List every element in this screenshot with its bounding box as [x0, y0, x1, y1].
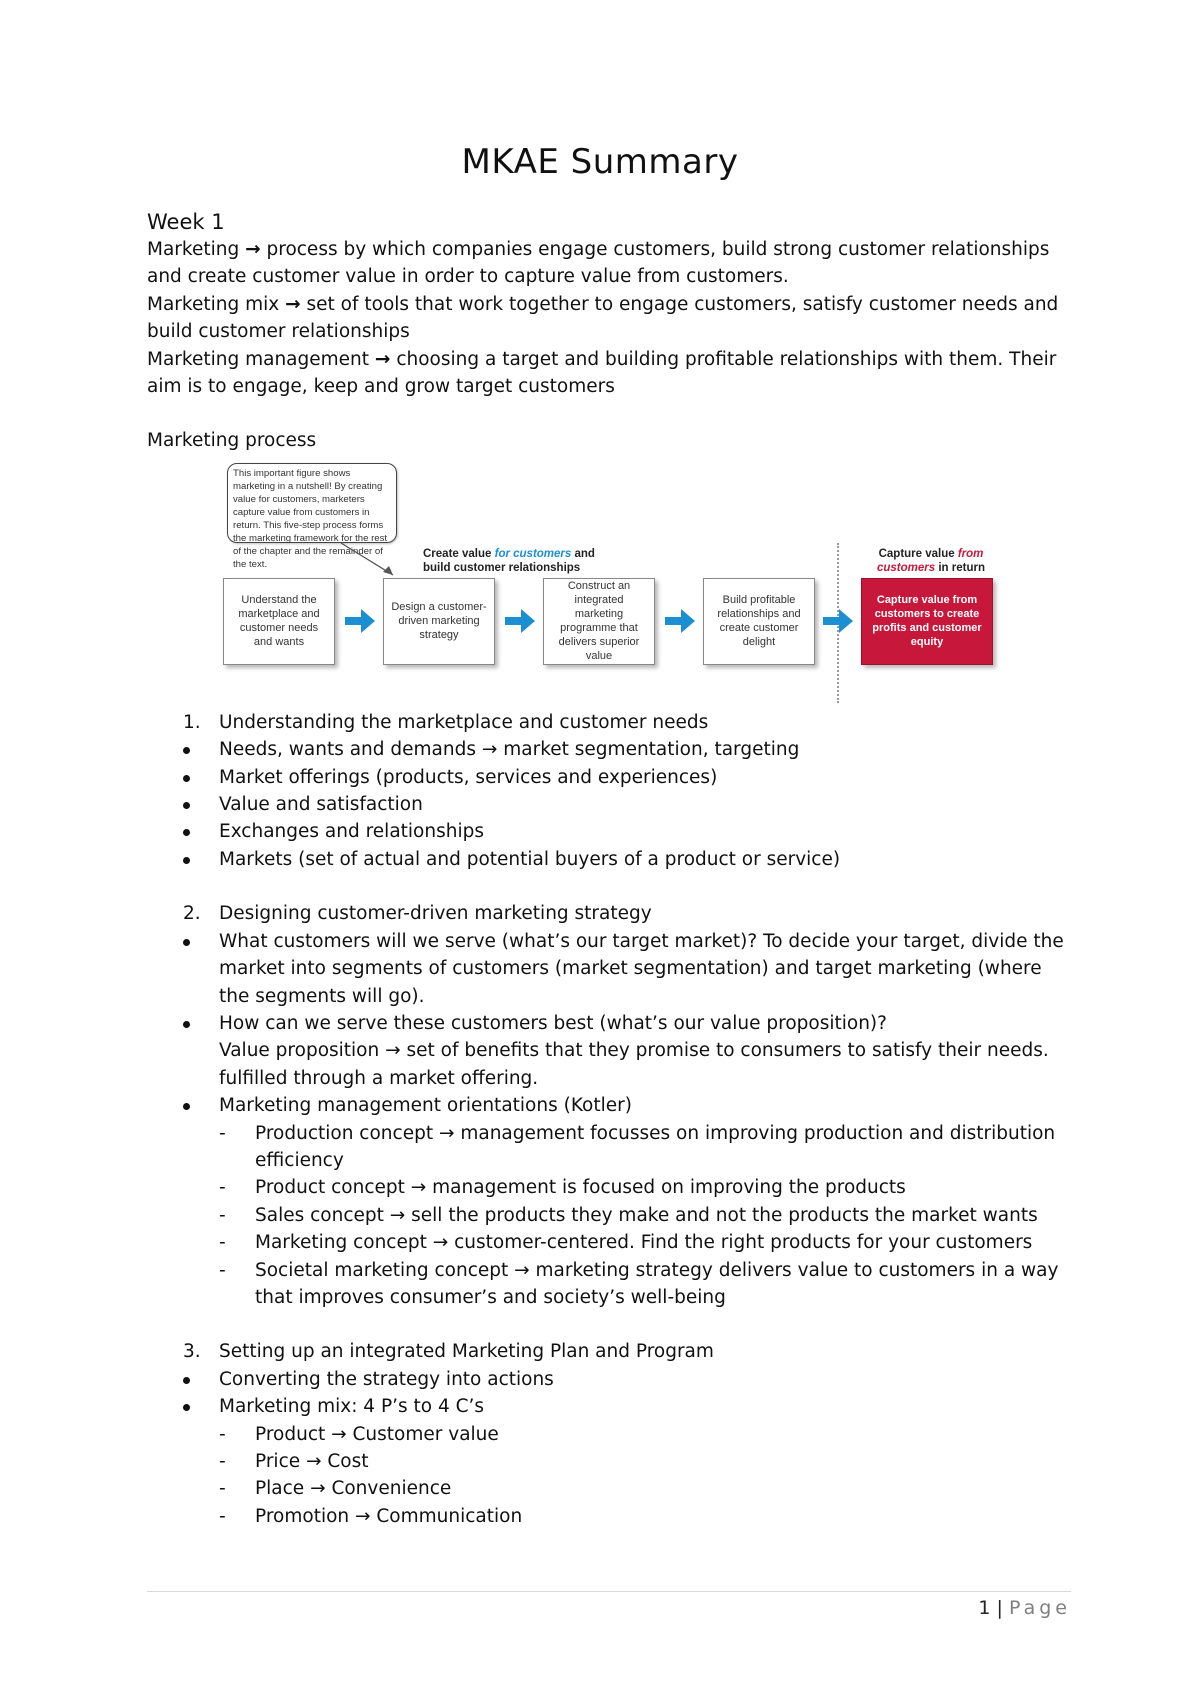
footer-divider	[147, 1591, 1071, 1592]
right-arrow-icon	[345, 607, 375, 635]
dash-item: - Societal marketing concept → marketing strategy delivers value to customers in a way that improves consumer’s and society’s well-being	[219, 1259, 1059, 1308]
document-body	[147, 208, 1067, 1530]
dash-item: - Product → Customer value	[219, 1423, 499, 1445]
list-item: Converting the strategy into actions	[147, 1366, 1067, 1393]
process-heading: Marketing process	[147, 430, 317, 452]
document-title: MKAE Summary	[461, 142, 739, 182]
dash-item: - Place → Convenience	[219, 1478, 452, 1500]
step-understand-marketplace: Understand the marketplace and customer needs and wants	[223, 578, 335, 665]
week-heading: Week 1	[147, 210, 225, 234]
step-construct-programme: Construct an integrated marketing programme that delivers superior value	[543, 578, 655, 665]
list-item: Needs, wants and demands → market segmentation, targeting	[147, 736, 1067, 763]
step-capture-value: Capture value from customers to create profits and customer equity	[861, 578, 993, 665]
list-item: Marketing mix: 4 P’s to 4 C’s	[147, 1393, 1067, 1420]
arrow-icon: →	[285, 293, 301, 315]
dash-item: - Marketing concept → customer-centered. Find the right products for your customers	[219, 1232, 1033, 1254]
capture-value-label: Capture value from customers in return	[876, 547, 985, 574]
definition-marketing-mix: Marketing mix → set of tools that work together to engage customers, satisfy customer needs and build customer relationships	[147, 293, 1059, 343]
step-build-relationships: Build profitable relationships and create customer delight	[703, 578, 815, 665]
page-number: 1	[978, 1597, 991, 1619]
page-label: Page	[1009, 1597, 1071, 1619]
dash-item: - Product concept → management is focused on improving the products	[219, 1177, 906, 1199]
list-item: Market offerings (products, services and experiences)	[147, 764, 1067, 791]
callout-pointer	[333, 541, 403, 581]
arrow-icon: →	[245, 239, 261, 260]
marketing-process-diagram	[223, 463, 1023, 699]
arrow-icon: →	[374, 348, 391, 370]
list-item: Marketing management orientations (Kotler)	[147, 1092, 1067, 1119]
right-arrow-icon	[665, 607, 695, 635]
definition-marketing-management: Marketing management → choosing a target and building profitable relationships with them. Their aim is to engage, keep and grow target customers	[147, 348, 1057, 398]
page-footer: 1 | Page	[978, 1597, 1071, 1619]
dash-item: - Sales concept → sell the products they make and not the products the market wants	[219, 1204, 1038, 1226]
dash-item: - Promotion → Communication	[219, 1505, 523, 1527]
right-arrow-icon	[823, 607, 853, 635]
dash-item: - Price → Cost	[219, 1451, 369, 1472]
section-1-title: 1. Understanding the marketplace and customer needs	[183, 711, 709, 733]
diagram-callout: This important figure shows marketing in a nutshell! By creating value for customers, marketers capture value from customers in return. This five-step process forms the marketing framework for the rest of the chapter and the remainder of the text.	[227, 463, 397, 543]
definition-marketing: Marketing → process by which companies engage customers, build strong customer relationships and create customer value in order to capture value from customers.	[147, 239, 1050, 288]
list-item: How can we serve these customers best (what’s our value proposition)? Value proposition → set of benefits that they promise to consumers to satisfy their needs. fulfilled through a market offering.	[147, 1010, 1067, 1092]
create-value-label: Create value for customers and build customer relationships	[423, 547, 595, 574]
section-3-title: 3. Setting up an integrated Marketing Plan and Program	[183, 1341, 714, 1363]
list-item: Exchanges and relationships	[147, 818, 1067, 845]
step-design-strategy: Design a customer-driven marketing strategy	[383, 578, 495, 665]
list-item: Markets (set of actual and potential buyers of a product or service)	[147, 846, 1067, 873]
list-item: Value and satisfaction	[147, 791, 1067, 818]
section-2-title: 2. Designing customer-driven marketing strategy	[183, 903, 652, 925]
list-item: What customers will we serve (what’s our target market)? To decide your target, divide the market into segments of customers (market segmentation) and target marketing (where the segments will go).	[147, 928, 1067, 1010]
dash-item: - Production concept → management focusses on improving production and distribution efficiency	[219, 1122, 1056, 1171]
right-arrow-icon	[505, 607, 535, 635]
